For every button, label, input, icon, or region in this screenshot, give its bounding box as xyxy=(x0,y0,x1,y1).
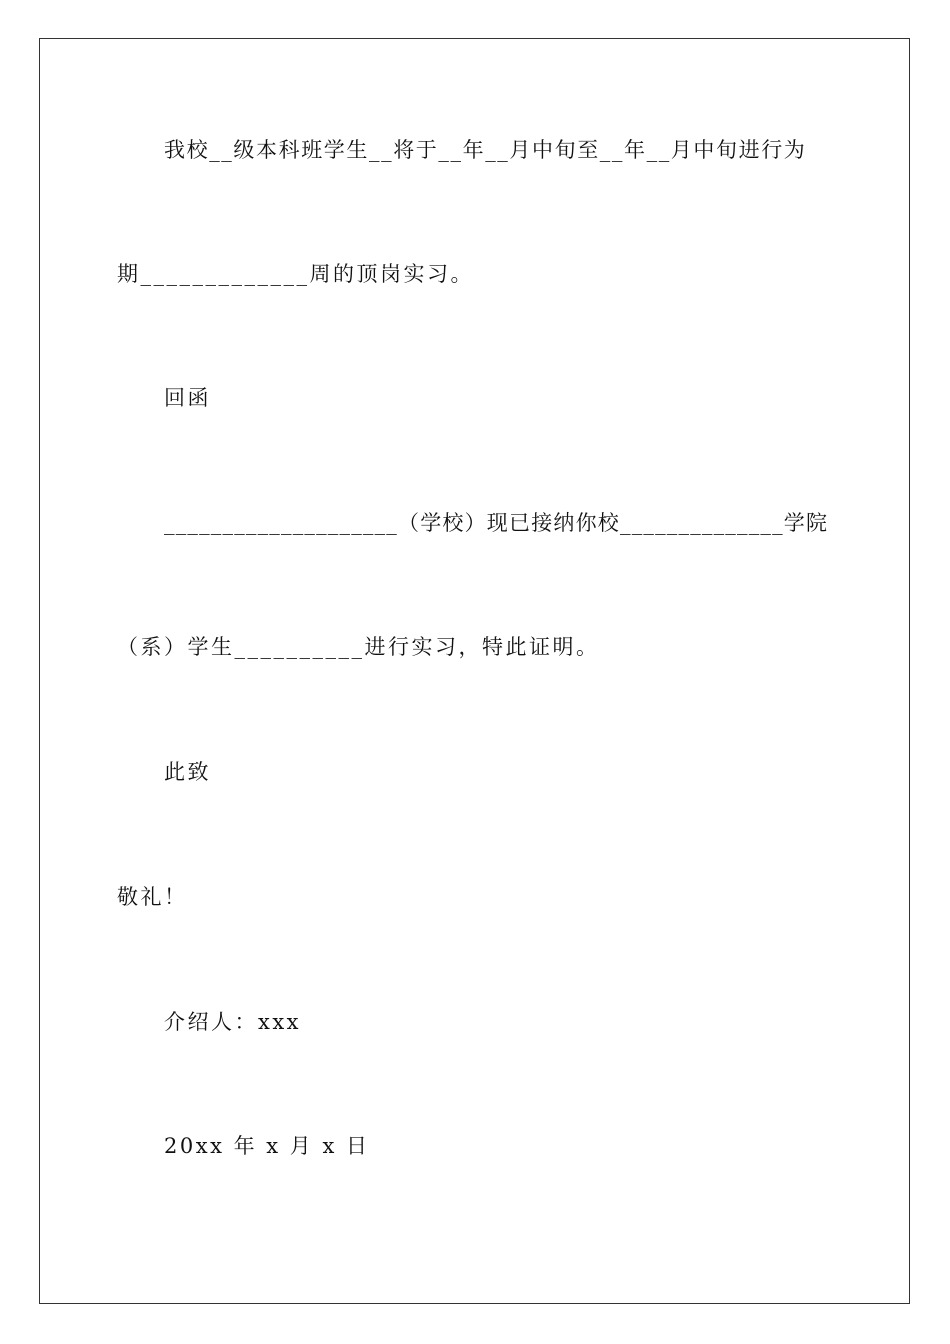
paragraph-intro: 我校__级本科班学生__将于__年__月中旬至__年__月中旬进行为 xyxy=(164,138,807,162)
reply-heading: 回函 xyxy=(164,386,211,410)
closing-regards: 敬礼！ xyxy=(117,885,188,909)
date-line: 20xx 年 x 月 x 日 xyxy=(164,1134,370,1158)
referrer-line: 介绍人：xxx xyxy=(164,1010,302,1034)
paragraph-intro-continued: 期_____________周的顶岗实习。 xyxy=(117,262,474,286)
paragraph-acceptance: ____________________（学校）现已接纳你校______________学院 xyxy=(164,511,829,535)
paragraph-acceptance-continued: （系）学生__________进行实习，特此证明。 xyxy=(117,635,600,659)
page-frame xyxy=(39,38,910,1304)
closing-salutation: 此致 xyxy=(164,760,211,784)
